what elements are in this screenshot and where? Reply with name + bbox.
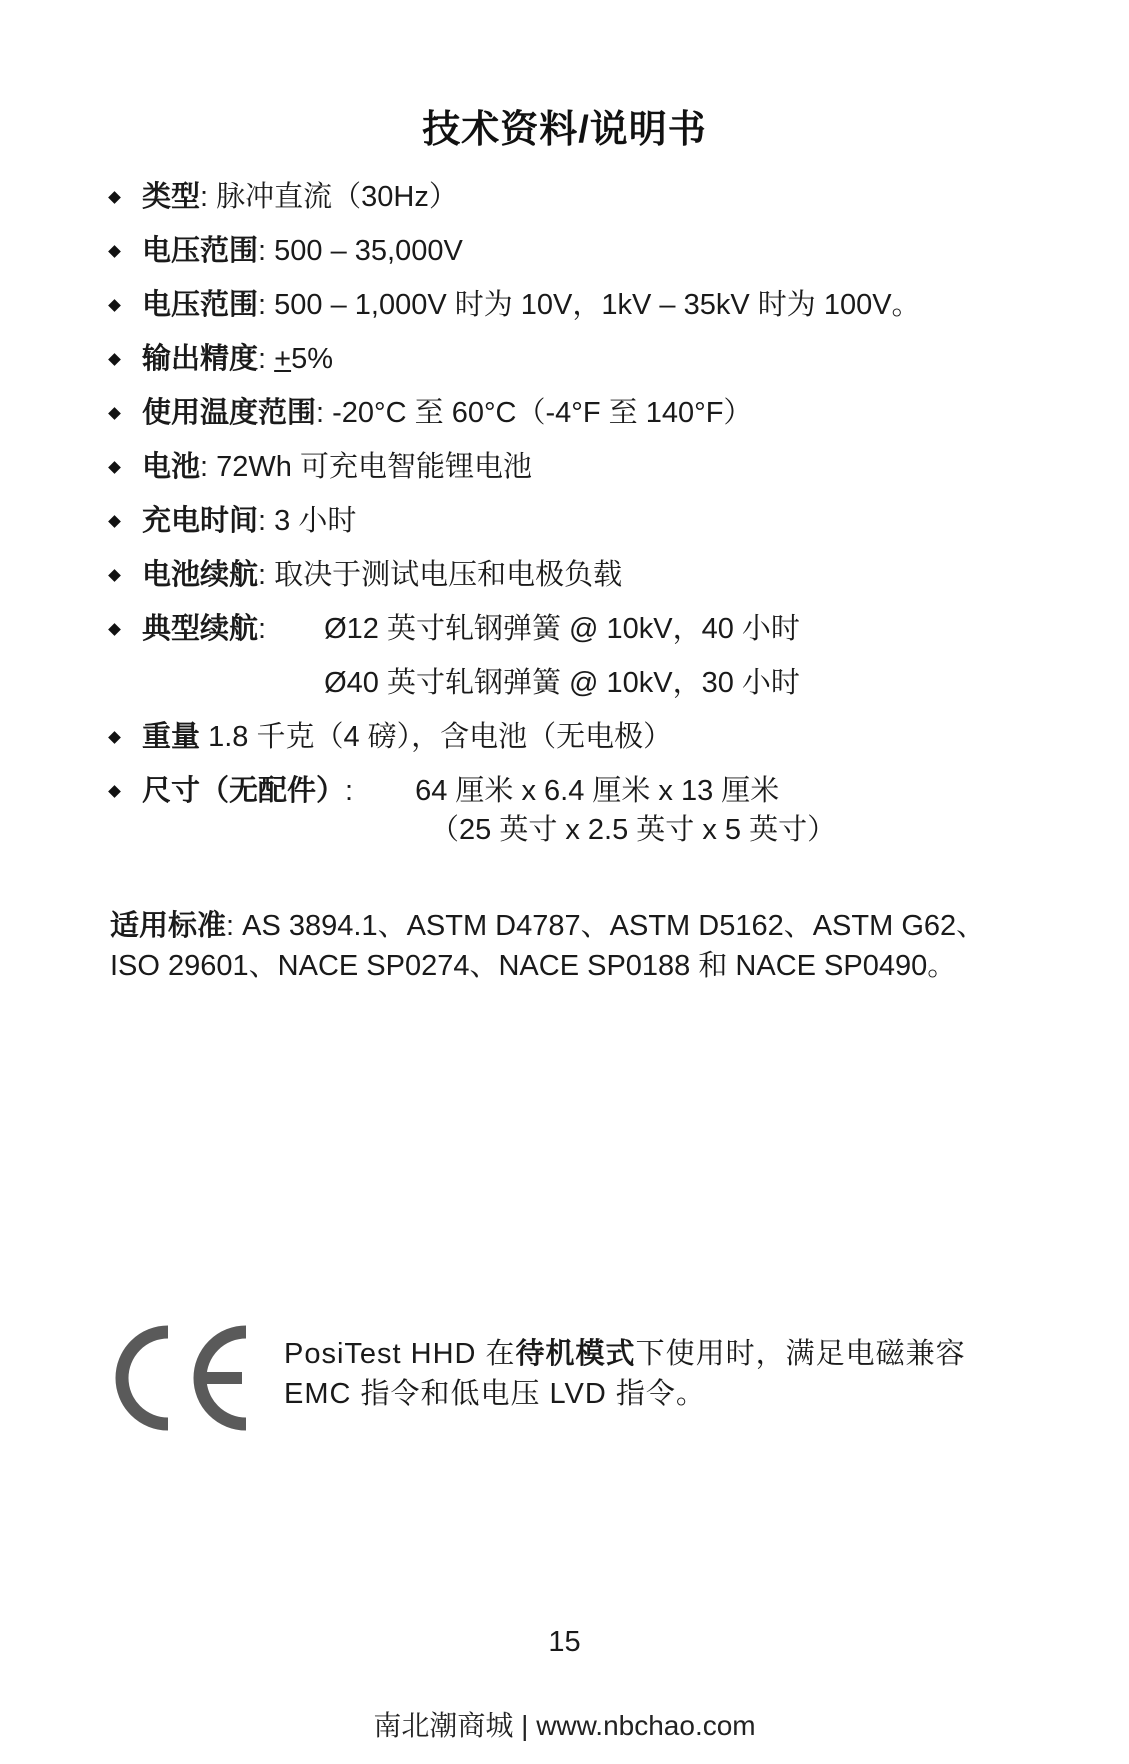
spec-dimensions: [108, 764, 1008, 848]
ce-statement: [284, 1334, 994, 1414]
ce-mark-icon: [106, 1322, 251, 1434]
diamond-bullet-icon: [108, 461, 121, 474]
spec-value: 5%: [291, 343, 333, 375]
spec-type: [108, 170, 1008, 224]
typical-life-values: [324, 602, 800, 710]
spec-value: : 500 – 1,000V 时为 10V，1kV – 35kV 时为 100V。: [258, 289, 921, 321]
spec-weight: [108, 710, 1008, 764]
spec-label: 电池: [142, 451, 201, 483]
spec-label: 类型: [142, 181, 201, 213]
spec-label: 典型续航: [142, 613, 259, 645]
spec-battery-life: [108, 548, 1008, 602]
spec-value: : 脉冲直流（30Hz）: [200, 181, 458, 213]
spec-colon: :: [258, 613, 267, 645]
spec-label: 电压范围: [142, 289, 259, 321]
spec-label: 使用温度范围: [142, 397, 317, 429]
spec-value: : 3 小时: [258, 505, 357, 537]
diamond-bullet-icon: [108, 245, 121, 258]
spec-label: 重量: [142, 721, 201, 753]
ce-compliance: [106, 1322, 1006, 1442]
spec-output-accuracy: [108, 332, 1008, 386]
footer-watermark: 南北潮商城 | www.nbchao.com: [373, 1710, 756, 1741]
spec-label: 尺寸（无配件）: [142, 775, 346, 807]
spec-typical-life: [108, 602, 1008, 710]
standards-value: : AS 3894.1、ASTM D4787、ASTM D5162、ASTM G62、ISO 29601、NACE SP0274、NACE SP0188 和 NACE SP0490。: [110, 910, 986, 982]
typical-life-line: Ø40 英寸轧钢弹簧 @ 10kV，30 小时: [324, 667, 800, 699]
typical-life-line: Ø12 英寸轧钢弹簧 @ 10kV，40 小时: [324, 613, 800, 645]
page-title: 技术资料/说明书: [422, 109, 707, 151]
spec-colon: :: [345, 775, 354, 807]
spec-value: : 72Wh 可充电智能锂电池: [200, 451, 532, 483]
spec-voltage-resolution: [108, 278, 1008, 332]
spec-operating-temp: [108, 386, 1008, 440]
ce-text-after: 下使用时，满足电磁兼容 EMC 指令和低电压 LVD 指令。: [284, 1338, 966, 1410]
page-number: 15: [548, 1626, 581, 1658]
standby-mode-emphasis: 待机模式: [515, 1338, 636, 1370]
diamond-bullet-icon: [108, 515, 121, 528]
diamond-bullet-icon: [108, 353, 121, 366]
spec-value: : 取决于测试电压和电极负载: [258, 559, 623, 591]
ce-text-before: PosiTest HHD 在: [284, 1338, 516, 1370]
spec-battery: [108, 440, 1008, 494]
standards-label: 适用标准: [110, 910, 227, 942]
diamond-bullet-icon: [108, 785, 121, 798]
diamond-bullet-icon: [108, 569, 121, 582]
spec-list: [108, 170, 1008, 848]
dimensions-metric: 64 厘米 x 6.4 厘米 x 13 厘米: [415, 775, 780, 807]
spec-label: 电压范围: [142, 235, 259, 267]
diamond-bullet-icon: [108, 623, 121, 636]
spec-label: 充电时间: [142, 505, 259, 537]
spec-value: : 500 – 35,000V: [258, 235, 463, 267]
spec-label: 输出精度: [142, 343, 259, 375]
spec-label: 电池续航: [142, 559, 259, 591]
diamond-bullet-icon: [108, 299, 121, 312]
spec-voltage-range: [108, 224, 1008, 278]
spec-charge-time: [108, 494, 1008, 548]
diamond-bullet-icon: [108, 731, 121, 744]
spec-value: 1.8 千克（4 磅），含电池（无电极）: [200, 721, 673, 753]
applicable-standards: [110, 906, 990, 986]
diamond-bullet-icon: [108, 191, 121, 204]
diamond-bullet-icon: [108, 407, 121, 420]
spec-value-prefix: :: [258, 343, 275, 375]
plus-minus-sign: +: [274, 343, 292, 375]
spec-value: : -20°C 至 60°C（-4°F 至 140°F）: [316, 397, 753, 429]
dimensions-imperial: （25 英寸 x 2.5 英寸 x 5 英寸）: [430, 814, 837, 846]
